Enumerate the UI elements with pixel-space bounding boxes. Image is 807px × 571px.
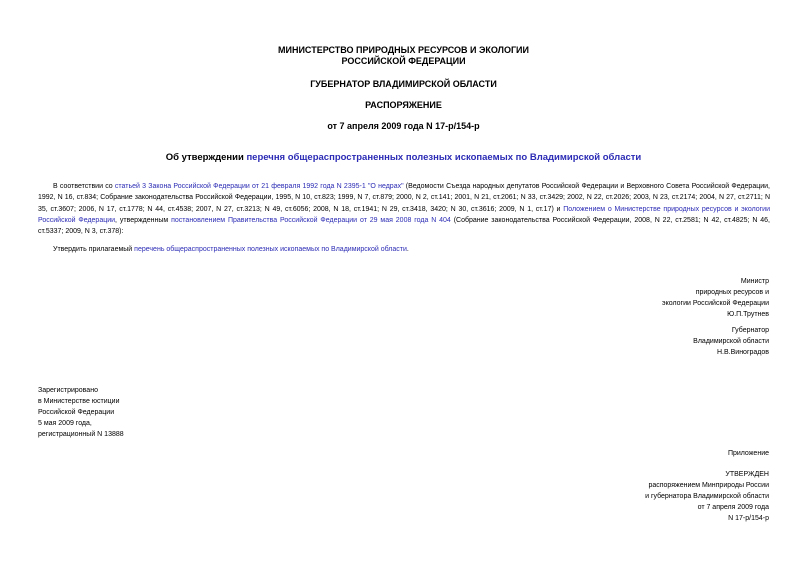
basis-text-2: (Ведомости Съезда народных депутатов Российской Федерации и Верховного Совета Российской Федерации, 1992, N 16, ст.834; Собрание законодательства Российской Федерации, 1995, N 10, ст.823; 1999, N 7, ст.879; 2000, N 2, ст.141; 2001, N 21, ст.2061; N 33, ст.3429; 2002, N 22, ст.2026; 2003, N 23, ст.2174; 2004, N 27, ст.2711; N 35, ст.3607; 2006, N 17, ст.1778; N 44, ст.4538; 2007, N 27, ст.3213; N 49, ст.6056; 2008, N 18, ст.1941; N 29, ст.3418, 3420; N 30, ст.3616; 2009, N 1, ст.17) и: [38, 183, 770, 213]
minister-signature-line: Министр: [740, 278, 769, 285]
appendix-label: Приложение: [727, 450, 769, 457]
appendix-approval-line: УТВЕРЖДЕН: [725, 471, 769, 478]
ministry-regulation-link[interactable]: Положением о Министерстве природных ресурсов и экологии Российской Федерации: [38, 205, 770, 224]
document-type-heading: РАСПОРЯЖЕНИЕ: [365, 100, 442, 110]
ministry-heading: [0, 45, 807, 67]
appendix-approval-number: N 17-р/154-р: [728, 515, 769, 522]
minister-signature-block: [662, 276, 769, 320]
governor-signature-block: [693, 325, 769, 358]
minister-signature-name: Ю.П.Трутнев: [727, 311, 769, 318]
registration-block: [38, 385, 124, 440]
basis-text-4: (Собрание законодательства Российской Федерации, 2008, N 22, ст.2581; N 42, ст.4825; N 46, ст.5337; 2009, N 3, ст.378):: [38, 216, 770, 236]
title-prefix: Об утверждении: [165, 152, 247, 163]
registration-line: в Министерстве юстиции: [38, 398, 120, 405]
law-on-subsoil-link[interactable]: статьей 3 Закона Российской Федерации от 21 февраля 1992 года N 2395-1 "О недрах": [114, 183, 404, 190]
governor-heading: ГУБЕРНАТОР ВЛАДИМИРСКОЙ ОБЛАСТИ: [310, 79, 497, 89]
minister-signature-line: природных ресурсов и: [695, 289, 769, 296]
appendix-approval-date: от 7 апреля 2009 года: [697, 504, 769, 511]
government-resolution-link[interactable]: постановлением Правительства Российской Федерации от 29 мая 2008 года N 404: [171, 216, 451, 224]
registration-date: 5 мая 2009 года,: [38, 420, 92, 427]
basis-text-3: , утвержденным: [115, 216, 172, 224]
appendix-approval-line: и губернатора Владимирской области: [645, 493, 769, 500]
registration-number: регистрационный N 13888: [38, 431, 124, 438]
registration-line: Зарегистрировано: [38, 387, 98, 394]
appendix-approval-block: [645, 469, 769, 524]
approve-text-2: .: [406, 246, 409, 253]
registration-line: Российской Федерации: [38, 409, 115, 416]
minerals-list-link[interactable]: перечень общераспространенных полезных ископаемых по Владимирской области: [134, 246, 407, 253]
approve-text-1: Утвердить прилагаемый: [53, 246, 135, 253]
title-link[interactable]: перечня общераспространенных полезных ископаемых по Владимирской области: [246, 152, 642, 163]
document-title: [0, 152, 807, 164]
document-date-number: от 7 апреля 2009 года N 17-р/154-р: [327, 121, 480, 131]
governor-signature-line: Губернатор: [731, 327, 769, 334]
ministry-heading-line-1: МИНИСТЕРСТВО ПРИРОДНЫХ РЕСУРСОВ И ЭКОЛОГИИ: [277, 45, 529, 55]
approve-paragraph: [38, 244, 770, 255]
ministry-heading-line-2: РОССИЙСКОЙ ФЕДЕРАЦИИ: [341, 56, 466, 66]
governor-signature-name: Н.В.Виноградов: [717, 349, 769, 356]
basis-text-1: В соответствии со: [53, 183, 115, 190]
minister-signature-line: экологии Российской Федерации: [662, 300, 769, 307]
basis-paragraph: [38, 181, 770, 237]
governor-signature-line: Владимирской области: [693, 338, 769, 345]
appendix-approval-line: распоряжением Минприроды России: [648, 482, 769, 489]
